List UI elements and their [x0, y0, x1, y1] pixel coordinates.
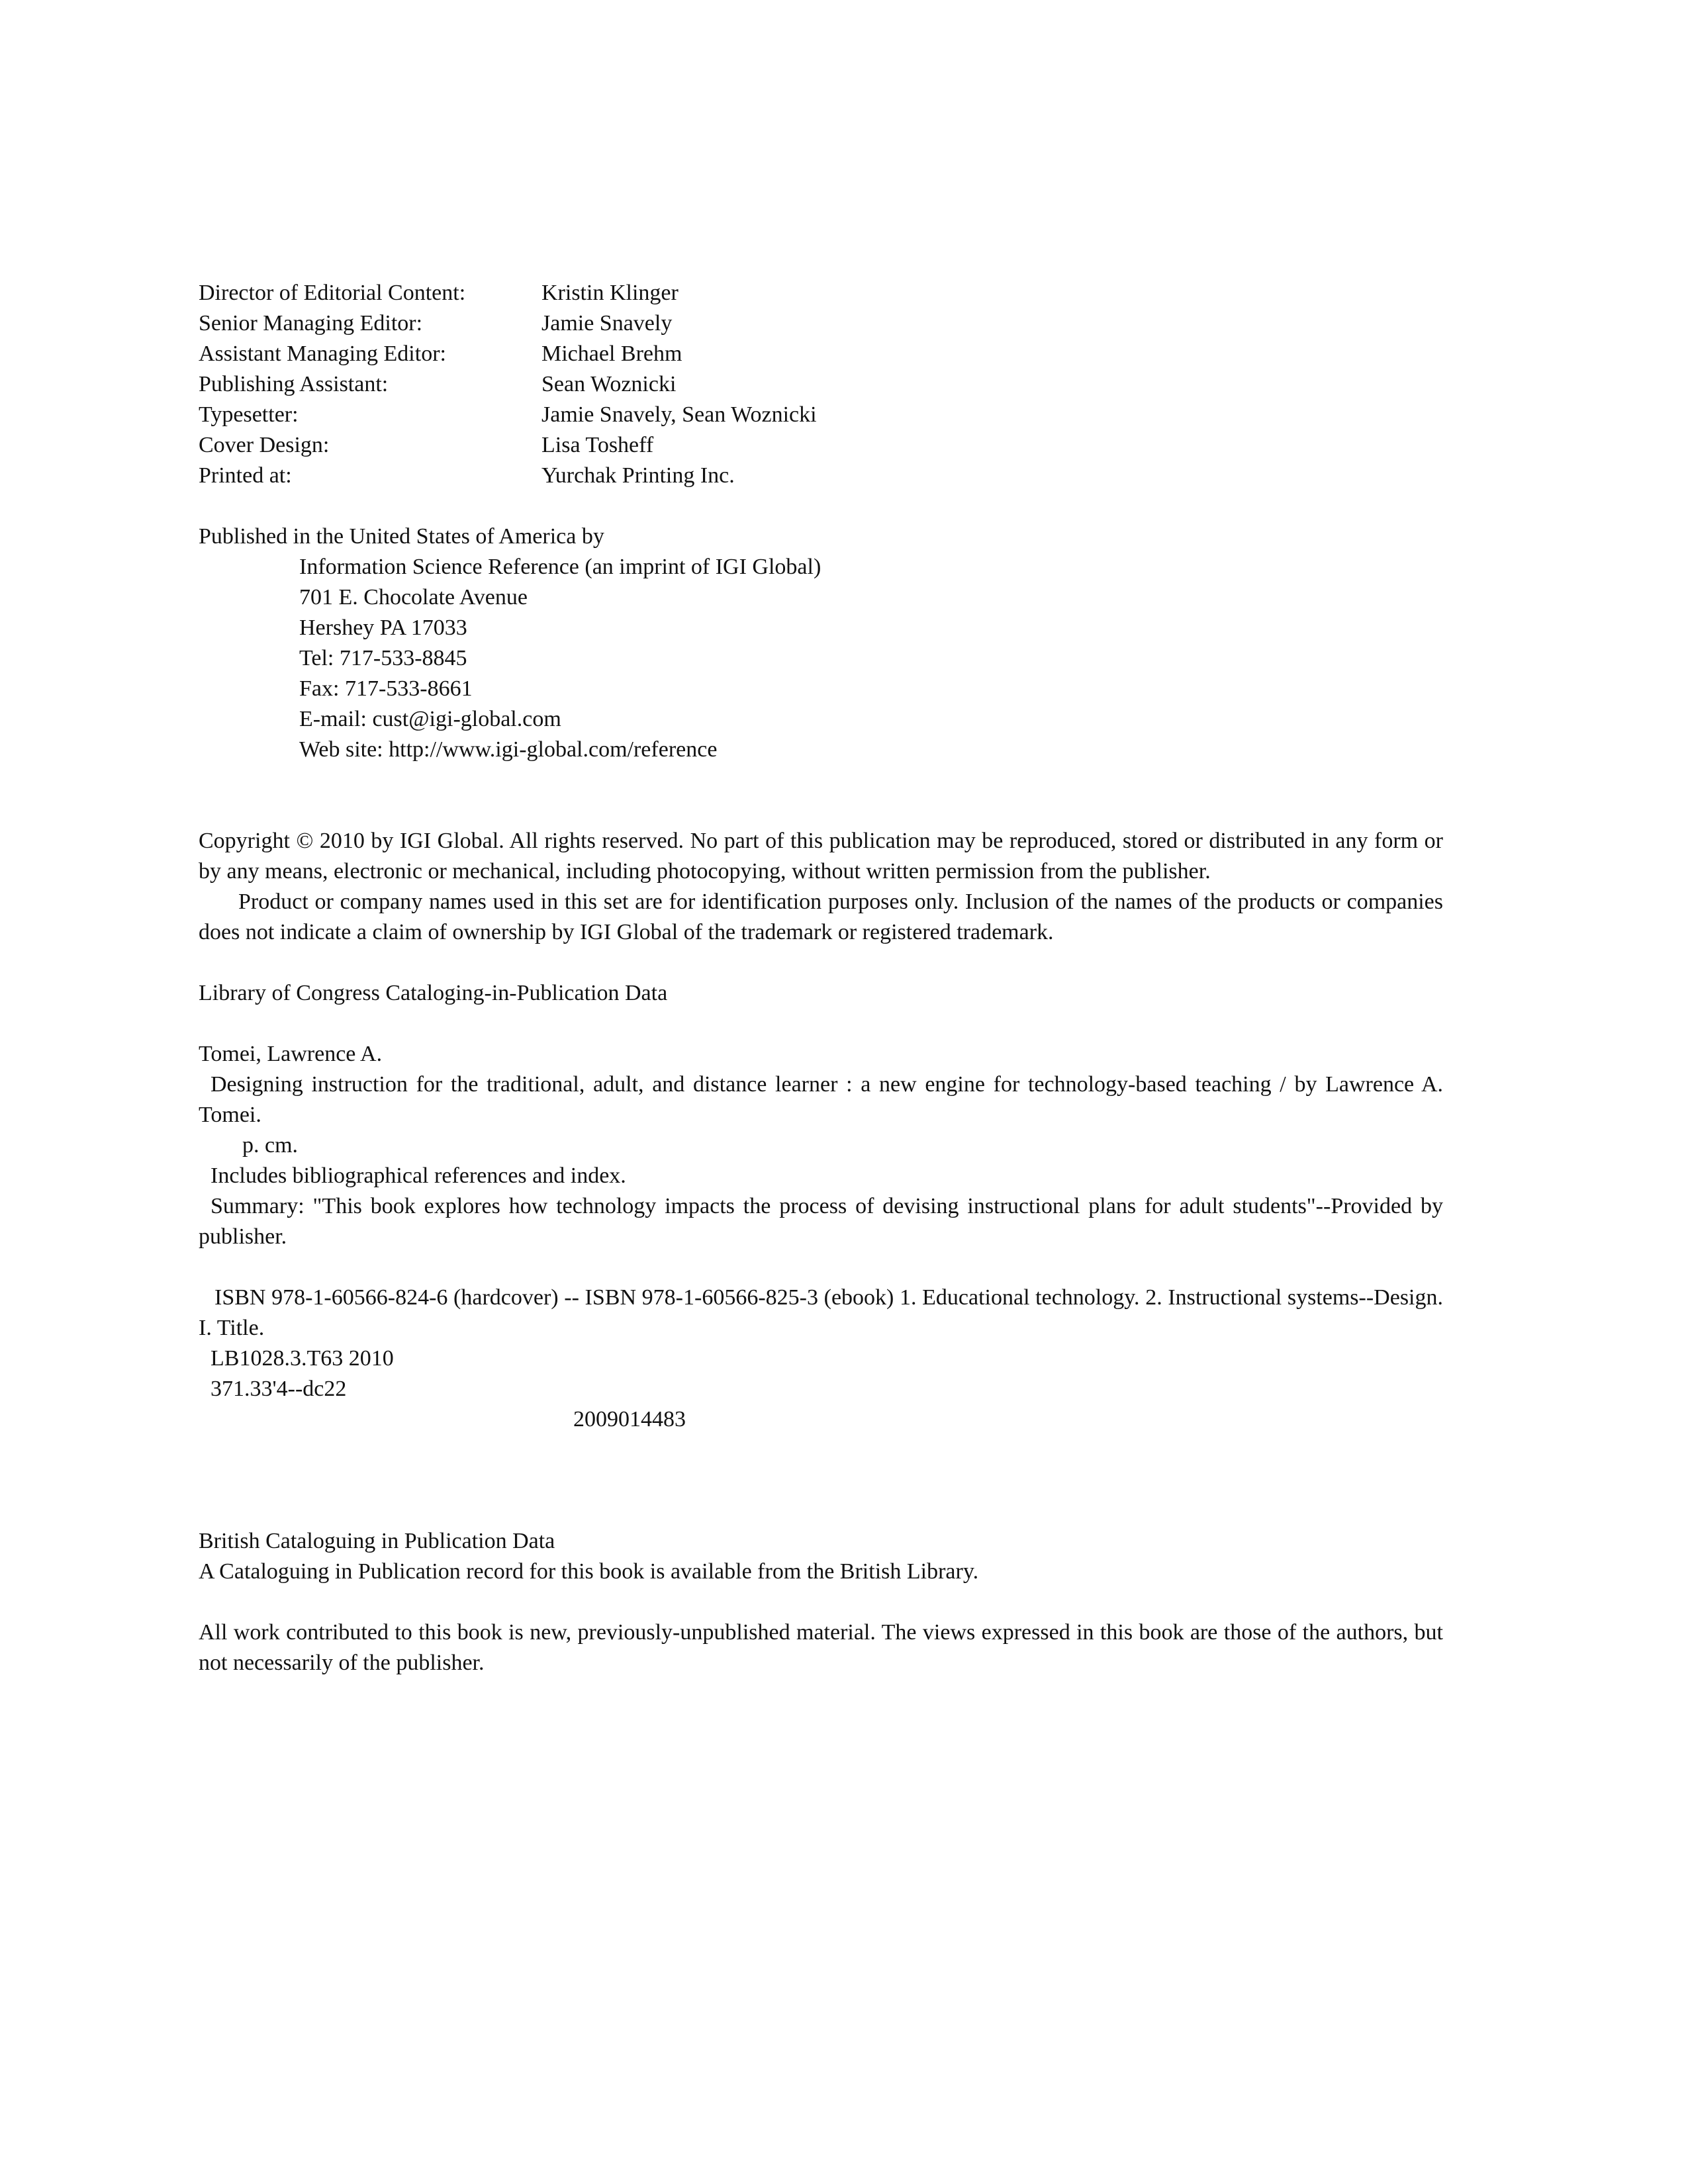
publisher-tel: Tel: 717-533-8845: [299, 646, 467, 670]
credit-row: [199, 308, 1443, 339]
loc-record: [199, 1039, 1443, 1435]
british-heading: British Cataloguing in Publication Data: [199, 1529, 555, 1553]
loc-isbn: [199, 1283, 1443, 1343]
credit-role: Publishing Assistant:: [199, 372, 389, 396]
credit-role: Cover Design:: [199, 433, 330, 457]
credit-name: Sean Woznicki: [541, 372, 677, 396]
credit-name: Yurchak Printing Inc.: [541, 463, 735, 488]
credit-name: Jamie Snavely, Sean Woznicki: [541, 402, 817, 427]
publisher-name: Information Science Reference (an imprint of IGI Global): [299, 555, 821, 579]
publisher-intro: Published in the United States of America by: [199, 524, 604, 549]
loc-dewey: 371.33'4--dc22: [211, 1377, 347, 1401]
loc-summary-text: Summary: "This book explores how technology impacts the process of devising instructional plans for adult students"--Provided by publisher.: [199, 1194, 1443, 1249]
loc-call-number: LB1028.3.T63 2010: [211, 1346, 394, 1371]
credit-row: [199, 400, 1443, 430]
credit-role: Assistant Managing Editor:: [199, 341, 446, 366]
loc-summary: [199, 1191, 1443, 1252]
publisher-website: Web site: http://www.igi-global.com/reference: [299, 737, 718, 762]
loc-title-text: Designing instruction for the traditional, adult, and distance learner : a new engine for technology-based teaching / by Lawrence A. Tomei.: [199, 1072, 1443, 1127]
credit-row: [199, 339, 1443, 369]
loc-title: [199, 1069, 1443, 1130]
credit-name: Lisa Tosheff: [541, 433, 654, 457]
loc-author: Tomei, Lawrence A.: [199, 1042, 383, 1066]
publisher-street: 701 E. Chocolate Avenue: [299, 585, 528, 610]
publisher-email: E-mail: cust@igi-global.com: [299, 707, 561, 731]
credit-row: [199, 430, 1443, 461]
credits-list: [199, 278, 1443, 491]
credit-name: Jamie Snavely: [541, 311, 673, 336]
trademark-paragraph: Product or company names used in this set are for identification purposes only. Inclusion of the names of the products or companies does not indicate a claim of ownership by IGI Global of the trademark or registered trademark.: [199, 889, 1443, 944]
loc-pcm: p. cm.: [242, 1133, 299, 1158]
publisher-city: Hershey PA 17033: [299, 615, 467, 640]
copyright-paragraph: Copyright © 2010 by IGI Global. All rights reserved. No part of this publication may be reproduced, stored or distributed in any form or by any means, electronic or mechanical, including photocopying, without written permission from the publisher.: [199, 829, 1443, 884]
publisher-fax: Fax: 717-533-8661: [299, 676, 473, 701]
credit-role: Director of Editorial Content:: [199, 281, 466, 305]
credit-role: Senior Managing Editor:: [199, 311, 423, 336]
british-text: A Cataloguing in Publication record for this book is available from the British Library.: [199, 1559, 979, 1584]
loc-heading: Library of Congress Cataloging-in-Publication Data: [199, 981, 668, 1005]
loc-lccn: 2009014483: [573, 1407, 686, 1432]
publisher-block: [199, 522, 1443, 765]
loc-includes: Includes bibliographical references and index.: [211, 1163, 626, 1188]
disclaimer: All work contributed to this book is new, previously-unpublished material. The views expressed in this book are those of the authors, but not necessarily of the publisher.: [199, 1620, 1443, 1675]
credit-role: Printed at:: [199, 463, 292, 488]
loc-isbn-text: ISBN 978-1-60566-824-6 (hardcover) -- ISBN 978-1-60566-825-3 (ebook) 1. Educational technology. 2. Instructional systems--Design. I. Title.: [199, 1285, 1443, 1340]
british-block: [199, 1526, 1443, 1587]
publisher-address: [199, 552, 1443, 765]
copyright-page: [199, 278, 1443, 1678]
credit-name: Michael Brehm: [541, 341, 682, 366]
credit-row: [199, 369, 1443, 400]
credit-row: [199, 461, 1443, 491]
credit-role: Typesetter:: [199, 402, 299, 427]
credit-row: [199, 278, 1443, 308]
copyright-notice: [199, 826, 1443, 948]
credit-name: Kristin Klinger: [541, 281, 679, 305]
